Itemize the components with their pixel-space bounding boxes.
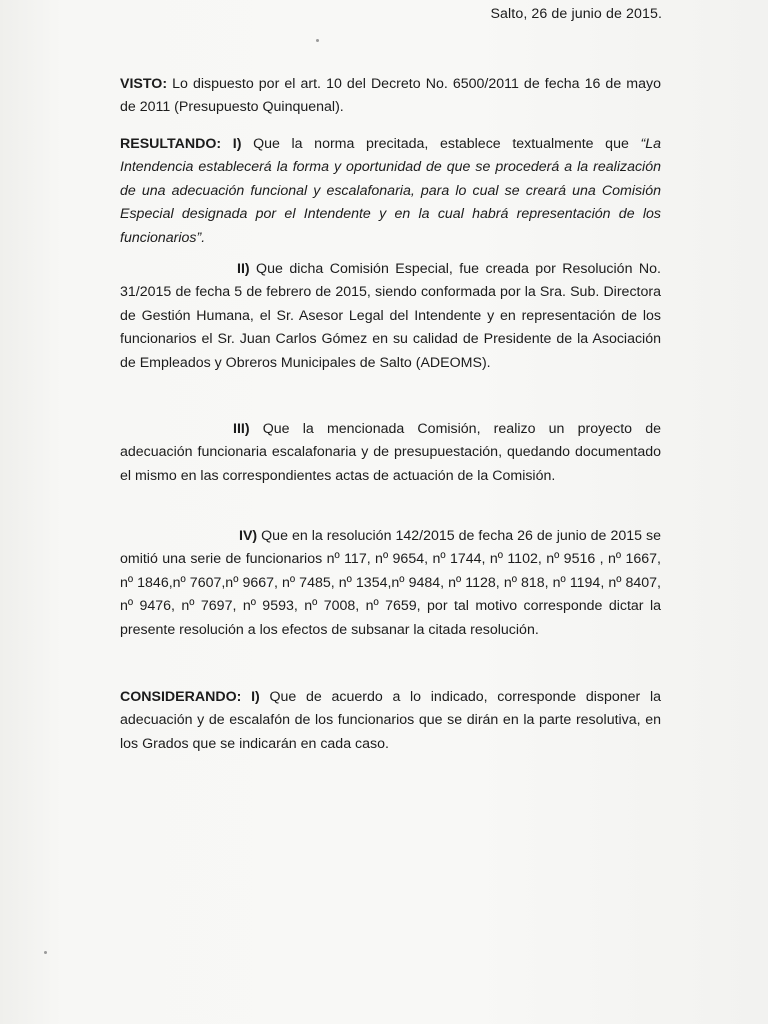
resultando-item-3-block: [120, 418, 661, 488]
resultando-item-4-marker: IV): [239, 528, 258, 544]
resultando-item-2: [120, 258, 661, 375]
resultando-item-2-marker: II): [237, 261, 250, 277]
considerando-item-1-text: Que de acuerdo a lo indicado, corresponde disponer la adecuación y de escalafón de los funcionarios que se dirán en la parte resolutiva, en los Grados que se indicarán en cada caso.: [120, 689, 662, 752]
visto-paragraph: [120, 73, 661, 120]
resultando-item-4: [120, 525, 661, 642]
paper-speck: [44, 951, 47, 954]
document-date: Salto, 26 de junio de 2015.: [490, 6, 662, 22]
considerando-item-1: [120, 686, 661, 756]
visto-text: Lo dispuesto por el art. 10 del Decreto No. 6500/2011 de fecha 16 de mayo de 2011 (Presupuesto Quinquenal).: [120, 76, 661, 116]
considerando-section: [120, 686, 661, 756]
visto-label: VISTO:: [120, 76, 168, 92]
resultando-item-2-text: Que dicha Comisión Especial, fue creada por Resolución No. 31/2015 de fecha 5 de febrero de 2015, siendo conformada por la Sra. Sub. Directora de Gestión Humana, el Sr. Asesor Legal del Intendente y en representación de los funcionarios el Sr. Juan Carlos Gómez en su calidad de Presidente de la Asociación de Empleados y Obreros Municipales de Salto (ADEOMS).: [120, 261, 661, 371]
resultando-label: RESULTANDO:: [120, 136, 222, 152]
resultando-section: [120, 133, 661, 250]
resultando-item-1: [120, 133, 661, 250]
resultando-item-3-marker: III): [233, 421, 250, 437]
resultando-item-1-text: Que la norma precitada, establece textualmente que: [241, 136, 641, 152]
resultando-item-2-block: [120, 258, 661, 375]
resultando-item-1-marker: I): [221, 136, 242, 152]
resultando-item-4-text: Que en la resolución 142/2015 de fecha 26 de junio de 2015 se omitió una serie de funcionarios nº 117, nº 9654, nº 1744, nº 1102, nº 9516 , nº 1667, nº 1846,nº 7607,nº 9667, nº 7485, nº 1354,nº 9484, nº 1128, nº 818, nº 1194, nº 8407, nº 9476, nº 7697, nº 9593, nº 7008, nº 7659, por tal motivo corresponde dictar la presente resolución a los efectos de subsanar la citada resolución.: [120, 528, 661, 638]
considerando-item-1-marker: I): [241, 689, 260, 705]
paper-speck: [316, 39, 319, 42]
resultando-item-1-quote: “La Intendencia establecerá la forma y oportunidad de que se procederá a la realización de una adecuación funcional y escalafonaria, para lo cual se creará una Comisión Especial designada por el Intendente y en la cual habrá representación de los funcionarios”.: [120, 136, 661, 246]
visto-section: [120, 73, 661, 120]
resultando-item-4-block: [120, 525, 661, 642]
resultando-item-3: [120, 418, 661, 488]
resultando-item-3-text: Que la mencionada Comisión, realizo un proyecto de adecuación funcionaria escalafonaria y de presupuestación, quedando documentado el mismo en las correspondientes actas de actuación de la Comisión.: [120, 421, 661, 484]
considerando-label: CONSIDERANDO:: [120, 689, 242, 705]
